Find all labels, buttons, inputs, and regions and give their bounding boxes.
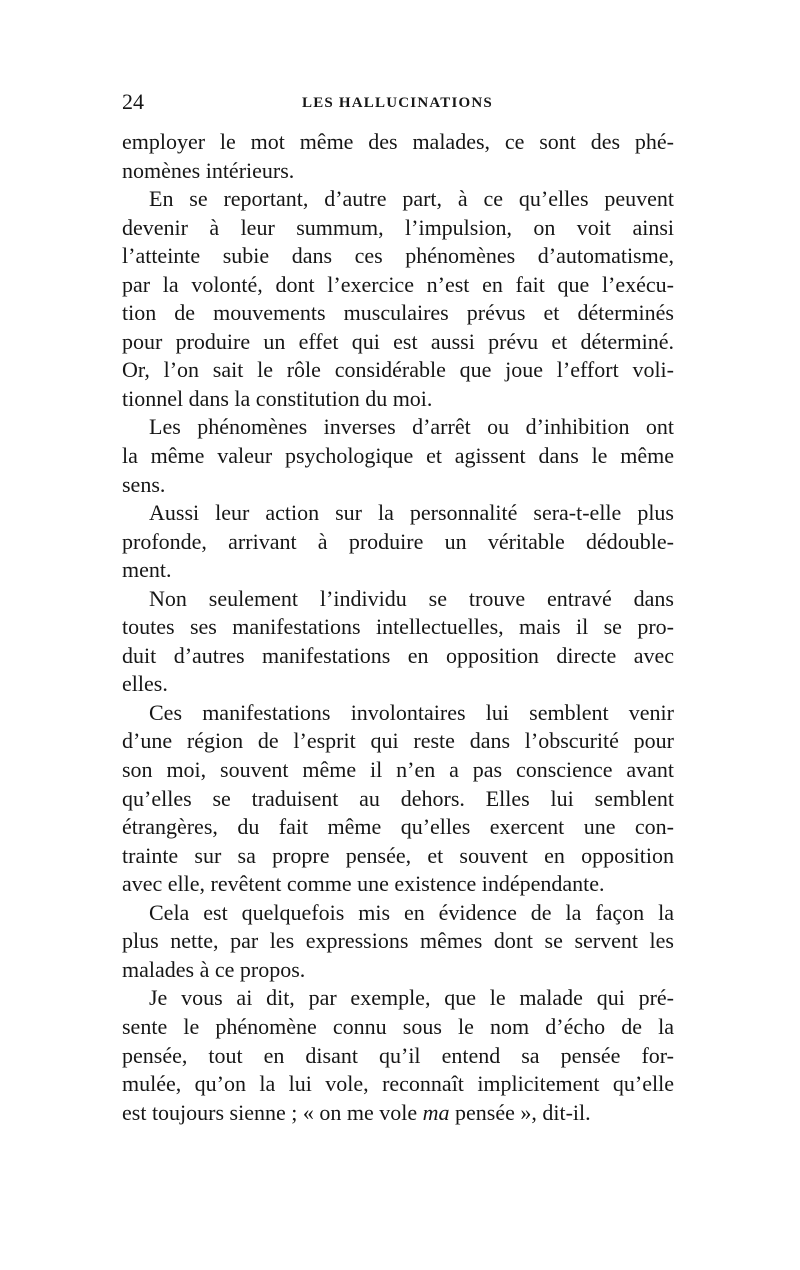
- text-line: sente le phénomène connu sous le nom d’écho de la: [122, 1013, 674, 1039]
- text-line: l’atteinte subie dans ces phénomènes d’automatisme,: [122, 243, 674, 269]
- text-line: pensée, tout en disant qu’il entend sa pensée for-: [122, 1042, 674, 1068]
- text-line: duit d’autres manifestations en opposition directe avec: [122, 642, 674, 668]
- text-line: Non seulement l’individu se trouve entravé dans: [149, 585, 674, 611]
- text-line: pour produire un effet qui est aussi prévu et déterminé.: [122, 328, 674, 354]
- text-line: Or, l’on sait le rôle considérable que joue l’effort voli-: [122, 357, 674, 383]
- text-line: elles.: [122, 671, 168, 697]
- text-line: nomènes intérieurs.: [122, 157, 295, 183]
- text-line: Je vous ai dit, par exemple, que le malade qui pré-: [149, 985, 674, 1011]
- text-line: qu’elles se traduisent au dehors. Elles lui semblent: [122, 785, 674, 811]
- text-line: Cela est quelquefois mis en évidence de la façon la: [149, 899, 674, 925]
- text-line: toutes ses manifestations intellectuelles, mais il se pro-: [122, 614, 674, 640]
- text-line: avec elle, revêtent comme une existence indépendante.: [122, 871, 605, 897]
- text-line: la même valeur psychologique et agissent dans le même: [122, 443, 674, 469]
- text-segment: est toujours sienne ; « on me vole: [122, 1099, 423, 1125]
- text-line: sens.: [122, 471, 166, 497]
- text-segment: pensée », dit-il.: [449, 1099, 591, 1125]
- text-line: mulée, qu’on la lui vole, reconnaît implicitement qu’elle: [122, 1071, 674, 1097]
- text-line: tion de mouvements musculaires prévus et déterminés: [122, 300, 674, 326]
- text-line: plus nette, par les expressions mêmes dont se servent les: [122, 928, 674, 954]
- text-line: employer le mot même des malades, ce sont des phé-: [122, 129, 674, 154]
- running-title: LES HALLUCINATIONS: [302, 95, 493, 111]
- text-line: son moi, souvent même il n’en a pas conscience avant: [122, 757, 674, 783]
- text-line: [122, 1099, 674, 1128]
- text-line: d’une région de l’esprit qui reste dans l’obscurité pour: [122, 728, 674, 754]
- italic-word: ma: [422, 1099, 450, 1125]
- text-line: Aussi leur action sur la personnalité sera-t-elle plus: [149, 500, 674, 526]
- text-line: ment.: [122, 557, 172, 583]
- text-line: Les phénomènes inverses d’arrêt ou d’inhibition ont: [149, 414, 674, 440]
- page-number: 24: [122, 89, 144, 114]
- text-line: trainte sur sa propre pensée, et souvent en opposition: [122, 842, 674, 868]
- text-line: devenir à leur summum, l’impulsion, on voit ainsi: [122, 214, 674, 240]
- body-text: [122, 128, 674, 1127]
- page-header: [122, 84, 674, 114]
- text-line: En se reportant, d’autre part, à ce qu’elles peuvent: [149, 186, 674, 212]
- text-line: tionnel dans la constitution du moi.: [122, 385, 433, 411]
- text-line: Ces manifestations involontaires lui semblent venir: [149, 699, 674, 725]
- text-line: par la volonté, dont l’exercice n’est en fait que l’exécu-: [122, 271, 674, 297]
- text-line: malades à ce propos.: [122, 956, 306, 982]
- text-line: étrangères, du fait même qu’elles exercent une con-: [122, 814, 674, 840]
- text-line: profonde, arrivant à produire un véritable dédouble-: [122, 528, 674, 554]
